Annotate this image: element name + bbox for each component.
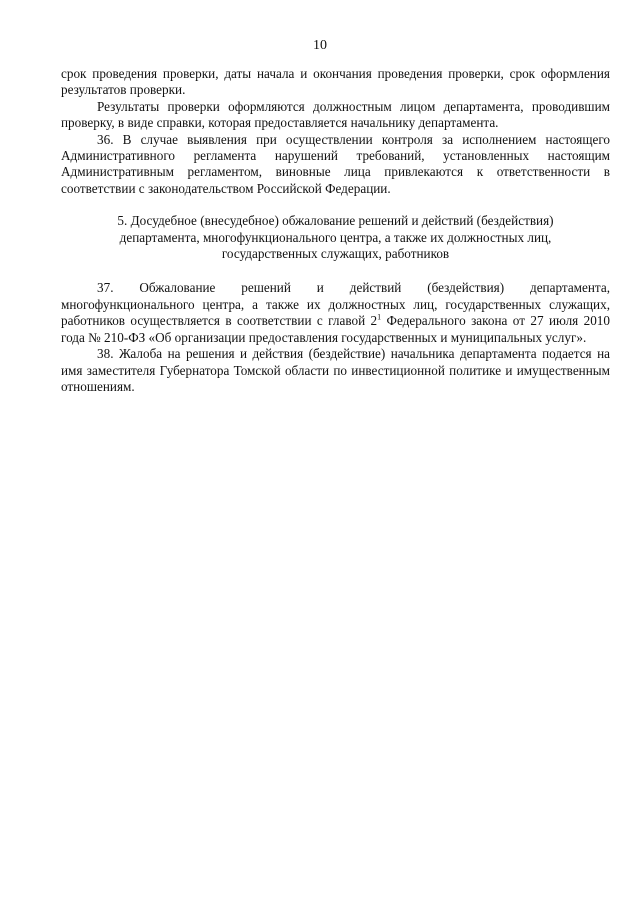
section-heading-line: 5. Досудебное (внесудебное) обжалование решений и действий (бездействия) bbox=[117, 213, 554, 229]
superscript: 1 bbox=[377, 312, 382, 322]
paragraph: срок проведения проверки, даты начала и окончания проведения проверки, срок оформления результатов проверки. bbox=[61, 66, 610, 98]
section-heading-line: государственных служащих, работников bbox=[221, 246, 450, 262]
page-number: 10 bbox=[313, 38, 327, 53]
paragraph-text: Федерального закона от 27 июля 2010 года № 210-ФЗ «Об организации предоставления государственных и муниципальных услуг». bbox=[61, 313, 610, 345]
paragraph-text: 37. Обжалование решений и действий (бездействия) департамента, многофункционального центра, а также их должностных лиц, государственных служащих, работников осуществляется в соответствии с главой 2 bbox=[61, 280, 610, 329]
paragraph-36: 36. В случае выявления при осуществлении контроля за исполнением настоящего Административного регламента нарушений требований, установленных настоящим Административным регламентом, виновные лица привлекаются к ответственности в соответствии с законодательством Российской Федерации. bbox=[61, 131, 610, 196]
section-heading-line: департамента, многофункционального центра, а также их должностных лиц, bbox=[119, 229, 552, 245]
document-body bbox=[61, 66, 610, 395]
section-heading bbox=[61, 213, 610, 262]
paragraph: Результаты проверки оформляются должностным лицом департамента, проводившим проверку, в виде справки, которая предоставляется начальнику департамента. bbox=[61, 98, 610, 131]
paragraph-37 bbox=[61, 280, 610, 346]
paragraph-38: 38. Жалоба на решения и действия (бездействие) начальника департамента подается на имя заместителя Губернатора Томской области по инвестиционной политике и имущественным отношениям. bbox=[61, 346, 610, 394]
